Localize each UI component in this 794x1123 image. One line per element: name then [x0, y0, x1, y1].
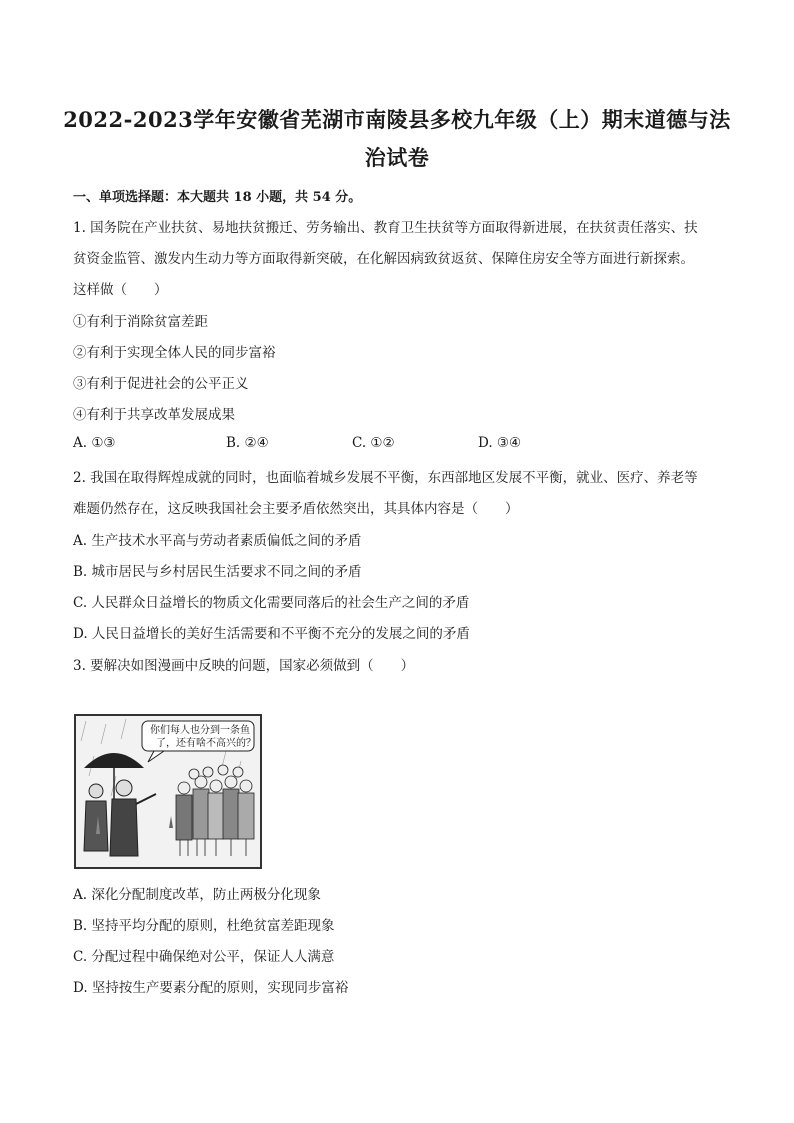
q1-item-2: ②有利于实现全体人民的同步富裕 — [73, 345, 276, 361]
q2-option-a[interactable]: A. 生产技术水平高与劳动者素质偏低之间的矛盾 — [73, 533, 362, 549]
cartoon-speech-line1: 你们每人也分到一条鱼 — [150, 725, 250, 736]
q1-option-c[interactable]: C. ①② — [352, 435, 395, 451]
q2-stem-line1: 2. 我国在取得辉煌成就的同时，也面临着城乡发展不平衡，东西部地区发展不平衡，就业、医疗、养老等 — [73, 470, 698, 486]
q3-option-a[interactable]: A. 深化分配制度改革，防止两极分化现象 — [73, 887, 321, 903]
q1-option-d[interactable]: D. ③④ — [478, 435, 522, 451]
q2-option-d[interactable]: D. 人民日益增长的美好生活需要和不平衡不充分的发展之间的矛盾 — [73, 626, 470, 642]
q1-stem-line3: 这样做（ ） — [73, 282, 168, 298]
cartoon-speech-line2: 了，还有啥不高兴的？ — [156, 738, 256, 749]
q3-stem: 3. 要解决如图漫画中反映的问题，国家必须做到（ ） — [73, 658, 415, 674]
q2-stem-line2: 难题仍然存在，这反映我国社会主要矛盾依然突出，其具体内容是（ ） — [73, 501, 519, 517]
q3-option-c[interactable]: C. 分配过程中确保绝对公平，保证人人满意 — [73, 949, 335, 965]
q1-stem-line1: 1. 国务院在产业扶贫、易地扶贫搬迁、劳务输出、教育卫生扶贫等方面取得新进展，在扶贫责任落实、扶 — [73, 220, 698, 236]
q1-item-1: ①有利于消除贫富差距 — [73, 314, 208, 330]
q2-option-b[interactable]: B. 城市居民与乡村居民生活要求不同之间的矛盾 — [73, 564, 362, 580]
cartoon-image — [74, 714, 262, 869]
exam-title-line2: 治试卷 — [364, 145, 430, 170]
q1-option-a[interactable]: A. ①③ — [73, 435, 116, 451]
q3-option-b[interactable]: B. 坚持平均分配的原则，杜绝贫富差距现象 — [73, 918, 335, 934]
q1-item-4: ④有利于共享改革发展成果 — [73, 407, 235, 423]
q3-option-d[interactable]: D. 坚持按生产要素分配的原则，实现同步富裕 — [73, 980, 349, 996]
q1-item-3: ③有利于促进社会的公平正义 — [73, 376, 249, 392]
q1-stem-line2: 贫资金监管、激发内生动力等方面取得新突破，在化解因病致贫返贫、保障住房安全等方面进行新探索。 — [73, 251, 694, 267]
q2-option-c[interactable]: C. 人民群众日益增长的物质文化需要同落后的社会生产之间的矛盾 — [73, 595, 470, 611]
exam-title-line1: 2022-2023学年安徽省芜湖市南陵县多校九年级（上）期末道德与法 — [63, 107, 731, 132]
section-heading: 一、单项选择题：本大题共 18 小题，共 54 分。 — [73, 190, 362, 205]
q1-option-b[interactable]: B. ②④ — [226, 435, 269, 451]
